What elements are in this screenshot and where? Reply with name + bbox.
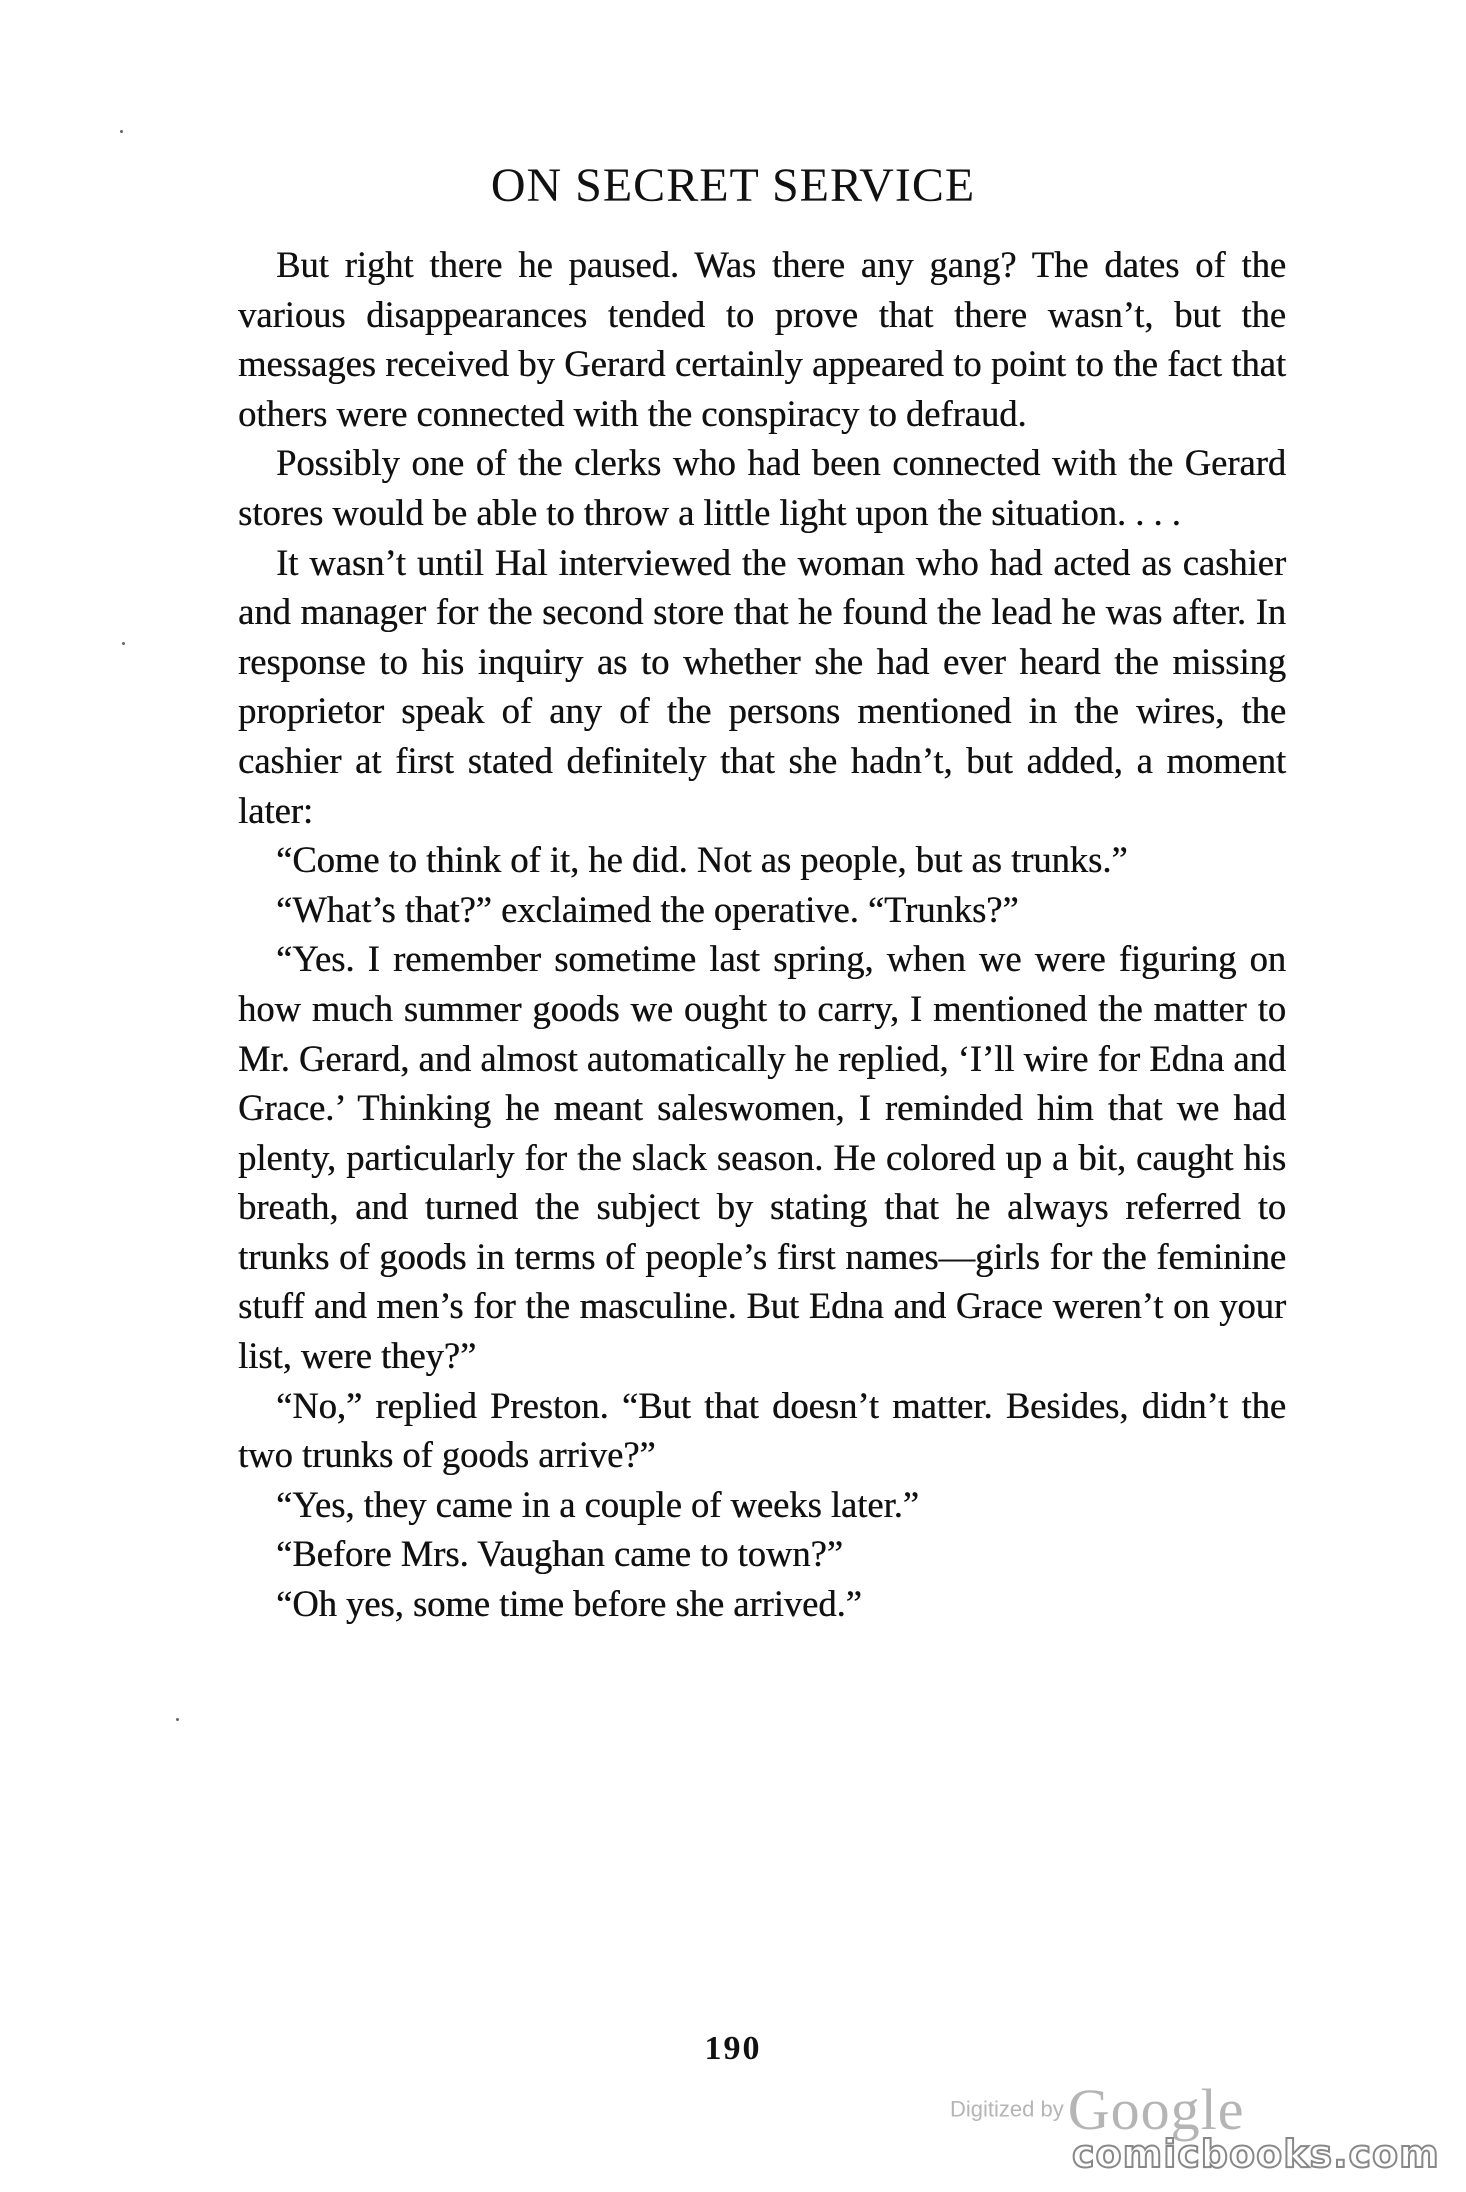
site-watermark: comicbooks.com [1072, 2132, 1440, 2176]
paragraph: “Oh yes, some time before she arrived.” [276, 1583, 862, 1625]
scan-speck [176, 1718, 179, 1721]
scan-speck [120, 130, 123, 133]
paragraph: “Before Mrs. Vaughan came to town?” [276, 1533, 843, 1575]
paragraph: “What’s that?” exclaimed the operative. “Trunks?” [276, 888, 1019, 930]
digitized-prefix: Digitized by [950, 2096, 1064, 2122]
body-text [238, 240, 1286, 1629]
digitized-by-google-mark [950, 2076, 1270, 2142]
scan-speck [122, 642, 125, 645]
paragraph: Possibly one of the clerks who had been connected with the Gerard stores would be able to throw a little light upon the situation. . . . [238, 442, 1286, 533]
paragraph: It wasn’t until Hal interviewed the woman who had acted as cashier and manager for the second store that he found the lead he was after. In response to his inquiry as to whether she had ever heard the missing proprietor speak of any of the persons mentioned in the wires, the cashier at first stated definitely that she hadn’t, but added, a moment later: [238, 541, 1286, 831]
paragraph: But right there he paused. Was there any gang? The dates of the various disappearances tended to prove that there wasn’t, but the messages received by Gerard certainly appeared to point to the fact that others were connected with the conspiracy to defraud. [238, 244, 1286, 434]
running-head: ON SECRET SERVICE [490, 159, 976, 212]
paragraph: “Yes, they came in a couple of weeks later.” [276, 1483, 919, 1525]
paragraph: “No,” replied Preston. “But that doesn’t matter. Besides, didn’t the two trunks of goods arrive?” [238, 1384, 1286, 1476]
google-logo-text: Google [1067, 2077, 1245, 2142]
paragraph: “Come to think of it, he did. Not as people, but as trunks.” [276, 839, 1128, 881]
page-number: 190 [704, 2030, 762, 2067]
paragraph: “Yes. I remember sometime last spring, when we were figuring on how much summer goods we ought to carry, I mentioned the matter to Mr. Gerard, and almost automatically he replied, ‘I’ll wire for Edna and Grace.’ Thinking he meant saleswomen, I reminded him that we had plenty, particularly for the slack season. He colored up a bit, caught his breath, and turned the subject by stating that he always referred to trunks of goods in terms of people’s first names—girls for the feminine stuff and men’s for the masculine. But Edna and Grace weren’t on your list, were they?” [238, 938, 1286, 1377]
